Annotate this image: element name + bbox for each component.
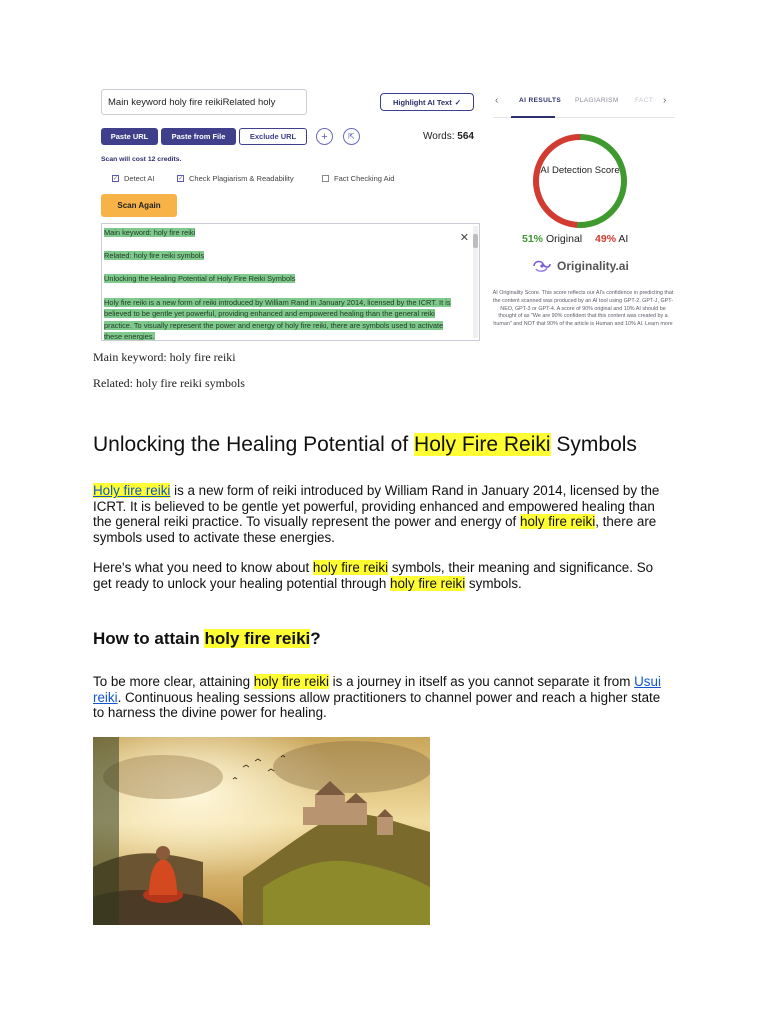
add-icon[interactable]: +: [316, 128, 333, 145]
word-count: [423, 131, 474, 142]
intro-paragraph: Holy fire reiki is a new form of reiki introduced by William Rand in January 2014, licensed by the ICRT. It is believed to be gentle yet powerful, providing enhanced and empowered healing than the general reiki practice. To visually represent the power and energy of holy fire reiki, there are symbols used to activate these energies.: [93, 483, 660, 545]
text-line: Related: holy fire reiki symbols: [104, 251, 205, 260]
highlight-ai-text-label: Highlight AI Text: [392, 97, 452, 107]
originality-screenshot: [93, 85, 675, 341]
scanned-text-area[interactable]: [101, 223, 480, 341]
keyword-highlight: holy fire reiki: [312, 560, 389, 575]
keyword-highlight: holy fire reiki: [390, 575, 466, 591]
highlight-ai-text-button[interactable]: [380, 93, 474, 111]
checkbox-checked-icon[interactable]: ✓: [177, 175, 184, 182]
score-disclaimer: AI Originality Score. This score reflects our AI's confidence in predicting that the content scanned was produced by an AI tool using GPT-2, GPT-J, GPT-NEO, GPT-3 or GPT-4. A score of 90% original and 10% AI should be thought of as "We are 90% confident that this content was created by a human" and NOT that 90% of the article is Human and 10% AI. Learn more: [492, 290, 674, 328]
keyword-input[interactable]: Main keyword holy fire reikiRelated holy: [101, 89, 307, 115]
tab-fact[interactable]: FACT: [635, 97, 654, 104]
third-paragraph: To be more clear, attaining holy fire reiki is a journey in itself as you cannot separate it from Usui reiki. Continuous healing sessions allow practitioners to channel power and reach a higher state to harness the divine power for healing.: [93, 674, 661, 721]
text-line: Main keyword: holy fire reiki: [104, 228, 196, 237]
title-text: Unlocking the Healing Potential of: [93, 433, 415, 456]
title-text-end: Symbols: [550, 433, 637, 456]
ai-label: AI: [618, 233, 629, 245]
detect-ai-label: Detect AI: [124, 174, 155, 183]
ai-detection-gauge: [530, 131, 630, 231]
detect-ai-option[interactable]: [112, 174, 154, 183]
holy-fire-reiki-link[interactable]: Holy fire reiki: [93, 483, 171, 498]
fact-check-option[interactable]: [322, 174, 394, 183]
title-highlight: Holy Fire Reiki: [414, 433, 551, 456]
plagiarism-label: Check Plagiarism & Readability: [189, 174, 294, 183]
usui-reiki-link[interactable]: Usui reiki: [93, 674, 661, 705]
close-icon[interactable]: ✕: [459, 232, 469, 244]
related-line: Related: holy fire reiki symbols: [93, 376, 245, 390]
scan-cost-note: Scan will cost 12 credits.: [101, 156, 182, 163]
brand-name: Originality.ai: [557, 259, 629, 273]
exclude-url-button[interactable]: Exclude URL: [239, 128, 307, 145]
original-percent: 51%: [522, 233, 544, 245]
chevron-left-icon[interactable]: ‹: [495, 95, 499, 106]
tab-ai-results[interactable]: AI RESULTS: [519, 97, 562, 104]
cloud: [103, 755, 223, 799]
word-count-label: Words:: [423, 131, 455, 142]
fact-check-label: Fact Checking Aid: [334, 174, 395, 183]
heading-highlight: holy fire reiki: [204, 629, 311, 648]
checkbox-checked-icon[interactable]: ✓: [112, 175, 119, 182]
text-line: Unlocking the Healing Potential of Holy Fire Reiki Symbols: [104, 274, 296, 283]
checkbox-empty-icon[interactable]: [322, 175, 329, 182]
paste-from-file-button[interactable]: Paste from File: [161, 128, 236, 145]
foreground-tree: [93, 737, 119, 925]
results-tabs: [493, 93, 675, 118]
text-paragraph: Holy fire reiki is a new form of reiki introduced by William Rand in January 2014, licensed by the ICRT. It is believed to be gentle yet powerful, providing enhanced and empowered healing than the general reiki practice. To visually represent the power and energy of holy fire reiki, there are symbols used to activate these energies.: [104, 298, 451, 341]
keyword-highlight: holy fire reiki: [520, 514, 596, 530]
cloud: [273, 741, 430, 793]
gauge-title: AI Detection Score: [540, 165, 620, 176]
brand-logo: [531, 258, 629, 274]
word-count-value: 564: [457, 131, 474, 142]
active-tab-indicator: [511, 116, 555, 118]
paste-url-button[interactable]: Paste URL: [101, 128, 158, 145]
scan-again-button[interactable]: Scan Again: [101, 194, 177, 217]
original-label: Original: [545, 233, 583, 245]
plagiarism-option[interactable]: [177, 174, 294, 183]
scrollbar-thumb[interactable]: [473, 234, 478, 248]
main-keyword-line: Main keyword: holy fire reiki: [93, 350, 236, 364]
score-summary: [522, 233, 628, 245]
originality-logo-icon: [531, 258, 553, 274]
second-paragraph: Here's what you need to know about holy fire reiki symbols, their meaning and significance. So get ready to unlock your healing potential through holy fire reiki symbols.: [93, 560, 654, 591]
meditating-monk-photo: [93, 737, 430, 925]
chevron-right-icon[interactable]: ›: [663, 95, 667, 106]
share-icon[interactable]: ⇱: [343, 128, 360, 145]
ai-percent: 49%: [595, 233, 617, 245]
tab-plagiarism[interactable]: PLAGIARISM: [575, 97, 619, 104]
check-icon: ✓: [454, 97, 462, 107]
page-title: [93, 433, 637, 457]
section-heading: How to attain holy fire reiki?: [93, 629, 321, 648]
keyword-highlight: holy fire reiki: [253, 674, 329, 689]
